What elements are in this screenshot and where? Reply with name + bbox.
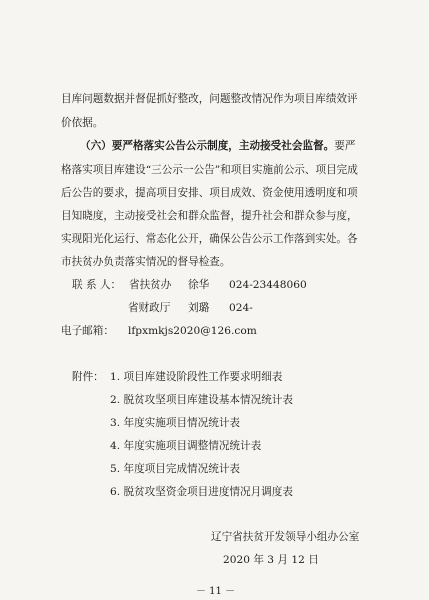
- attachments-prefix: 附件：: [72, 371, 104, 383]
- attachment-item: 3. 年度实施项目情况统计表: [110, 417, 241, 429]
- section6-line-1: 格落实项目库建设“三公示一公告”和项目实施前公示、项目完成: [61, 164, 358, 176]
- page-number: － 11 －: [196, 586, 236, 597]
- section6-lead: （六）要严格落实公告公示制度，主动接受社会监督。: [80, 140, 335, 152]
- attachment-item: 5. 年度项目完成情况统计表: [110, 463, 241, 475]
- body-line-2: 价依据。: [61, 117, 104, 129]
- attachment-item: 6. 脱贫攻坚资金项目进度情况月调度表: [110, 486, 293, 498]
- contact-phone: 024-: [229, 302, 253, 314]
- section6-line-2: 后公告的要求，提高项目安排、项目成效、资金使用透明度和项: [61, 187, 358, 199]
- attachment-item: 1. 项目库建设阶段性工作要求明细表: [110, 371, 283, 383]
- contact-org: 省财政厅: [128, 302, 171, 314]
- section6-lead-tail: 要严: [334, 140, 356, 152]
- contact-name: 徐华: [188, 279, 210, 291]
- contact-phone: 024-23448060: [229, 279, 307, 291]
- contact-label: 联 系 人：: [72, 279, 122, 291]
- section6-line-4: 实现阳光化运行、常态化公开，确保公告公示工作落到实处。各: [61, 233, 358, 245]
- email-label: 电子邮箱：: [61, 325, 114, 337]
- attachment-item: 2. 脱贫攻坚项目库建设基本情况统计表: [110, 394, 293, 406]
- section6-line-5: 市扶贫办负责落实情况的督导检查。: [61, 256, 231, 268]
- signature-date: 2020 年 3 月 12 日: [223, 554, 319, 566]
- attachment-item: 4. 年度实施项目调整情况统计表: [110, 440, 262, 452]
- email-address[interactable]: lfpxmkjs2020@126.com: [128, 325, 257, 337]
- contact-name: 刘璐: [188, 302, 210, 314]
- contact-org: 省扶贫办: [129, 279, 172, 291]
- section6-lead-line: [80, 139, 429, 153]
- signature-org: 辽宁省扶贫开发领导小组办公室: [211, 531, 360, 543]
- body-line-1: 目库问题数据并督促抓好整改，问题整改情况作为项目库绩效评: [61, 93, 358, 105]
- section6-line-3: 目知晓度，主动接受社会和群众监督，提升社会和群众参与度，: [61, 210, 358, 222]
